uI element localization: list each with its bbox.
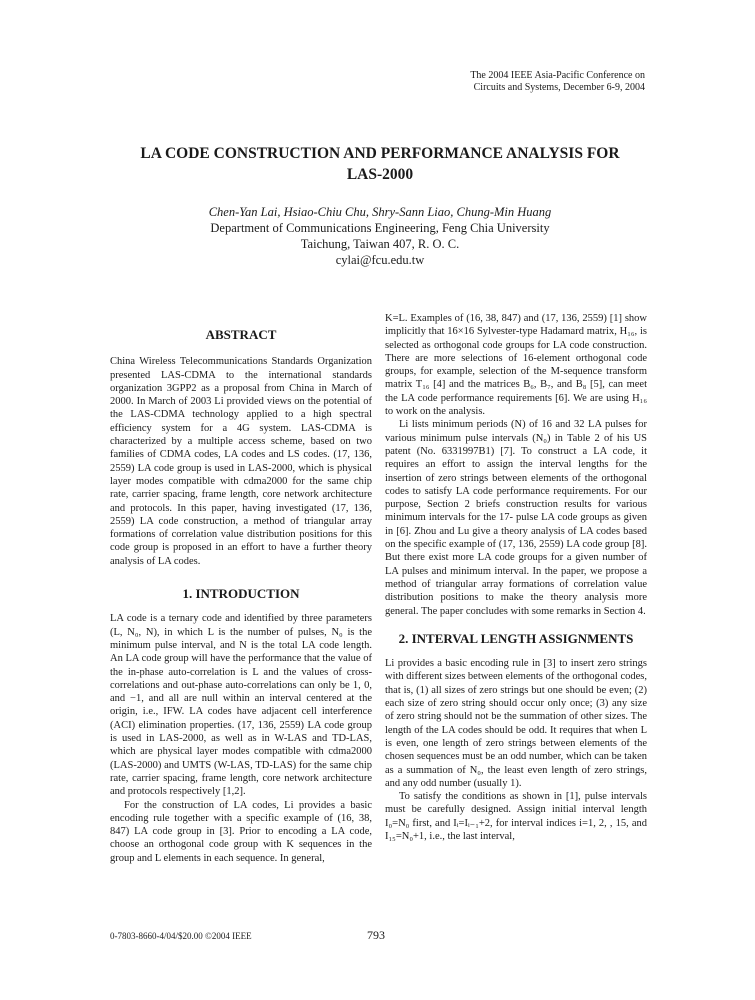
left-column bbox=[110, 312, 372, 865]
introduction-paragraph-1: LA code is a ternary code and identified by three parameters (L, N₀, N), in which L is the number of pulses, N₀ is the minimum pulse interval, and N is the total LA code length. An LA code group will have the performance that the value of the in-phase auto-correlation is L and the values of cross-correlations and out-phase auto-correlations can only be 1, 0, and −1, and all are null within an interval centered at the origin, i.e., IFW. LA codes have adjacent cell interference (ACI) elimination properties. (17, 136, 2559) LA code group is used in LAS-2000, as well as in W-LAS and TD-LAS, which are physical layer modes compatible with cdma2000 (LAS-2000) and UMTS (W-LAS, TD-LAS) for the same chip rate, carrier spacing, frame length, core network architecture and protocols respectively [1,2]. bbox=[110, 613, 372, 798]
conference-line-1: The 2004 IEEE Asia-Pacific Conference on bbox=[470, 70, 645, 81]
page-number: 793 bbox=[367, 928, 385, 942]
introduction-paragraph-3: K=L. Examples of (16, 38, 847) and (17, 136, 2559) [1] show implicitly that 16×16 Sylvester-type Hadamard matrix, H₁₆, is selected as orthogonal code groups for LA code construction. There are more selections of 16-element orthogonal code groups, for example, selection of the M-sequence transform matrix T₁₆ [4] and the matrices B₆, B₇, and B₈ [5], can meet the LA code performance requirements [6]. We are using H₁₆ to work on the analysis. bbox=[385, 313, 647, 418]
interval-paragraph-2: To satisfy the conditions as shown in [1], pulse intervals must be carefully designed. Assign initial interval length I₀=N₀ first, and Iᵢ=Iᵢ₋₁+2, for interval indices i=1, 2, , 15, and I₁₅=N₀+1, i.e., the last interval, bbox=[385, 791, 647, 842]
right-column bbox=[385, 312, 647, 843]
introduction-heading: 1. INTRODUCTION bbox=[182, 586, 300, 602]
author-department: Department of Communications Engineering, Feng Chia University bbox=[210, 221, 550, 235]
author-names: Chen-Yan Lai, Hsiao-Chiu Chu, Shry-Sann Liao, Chung-Min Huang bbox=[208, 205, 552, 219]
introduction-paragraph-2: For the construction of LA codes, Li provides a basic encoding rule together with a specific example of (16, 38, 847) LA code group in [3]. Prior to encoding a LA code, choose an orthogonal code group with K sequences in the group and L elements in each sequence. In general, bbox=[110, 799, 372, 864]
title-line-2: LAS-2000 bbox=[346, 166, 414, 183]
abstract-heading: ABSTRACT bbox=[205, 327, 277, 342]
introduction-paragraph-4: Li lists minimum periods (N) of 16 and 32 LA pulses for various minimum pulse intervals (N₀) in Table 2 of his US patent (No. 6331997B1) [7]. To construct a LA code, it requires an effort to assign the interval lengths for the insertion of zero strings between elements of the orthogonal codes to satisfy LA code performance requirements. For our purpose, Section 2 briefs construction results for various minimum intervals for the 17- pulse LA code groups as given in [6]. Zhou and Lu give a theory analysis of LA codes based on the specific example of (17, 136, 2559) LA code group [8]. But there exist more LA code groups for a given number of LA pulses and minimum interval. In the paper, we propose a method of triangular array formations of correlation value distribution positions to make the theory analysis more general. The paper concludes with some remarks in Section 4. bbox=[385, 419, 647, 617]
title-line-1: LA CODE CONSTRUCTION AND PERFORMANCE ANALYSIS FOR bbox=[140, 145, 620, 162]
conference-header bbox=[385, 70, 645, 94]
copyright-notice: 0-7803-8660-4/04/$20.00 ©2004 IEEE bbox=[110, 931, 252, 941]
author-block bbox=[60, 204, 700, 268]
interval-heading: 2. INTERVAL LENGTH ASSIGNMENTS bbox=[398, 630, 634, 646]
conference-line-2: Circuits and Systems, December 6-9, 2004 bbox=[473, 82, 645, 93]
author-location: Taichung, Taiwan 407, R. O. C. bbox=[300, 237, 460, 251]
paper-title bbox=[60, 143, 700, 185]
interval-paragraph-1: Li provides a basic encoding rule in [3] to insert zero strings with different sizes between elements of the orthogonal codes, that is, (1) all sizes of zero strings but one should be even; (2) each size of zero string should occur only once; (3) any size of zero string should not be the summation of other sizes. The length of the LA codes should be odd. It requires that when L is even, one length of zero strings between elements of the chosen sequences must be an odd number, which can be taken as a summation of N₀, the least even length of zero strings, and any odd number (usually 1). bbox=[385, 658, 647, 789]
author-email: cylai@fcu.edu.tw bbox=[335, 253, 425, 267]
abstract-text: China Wireless Telecommunications Standards Organization presented LAS-CDMA to the international standards organization 3GPP2 as a proposal from China in March of 2000. In March of 2003 Li provided views on the potential of the LAS-CDMA technology applied to a high spectral efficiency system for a 4G system. LAS-CDMA is characterized by a multiple access scheme, based on two families of CDMA codes, LA codes and LS codes. (17, 136, 2559) LA code group is used in LAS-2000, which is physical layer modes compatible with cdma2000 for the same chip rate, carrier spacing, frame length, core network architecture and protocols. In this paper, having investigated (17, 136, 2559) LA code construction, a method of triangular array formations of correlation value distribution positions for this code group is proposed in an effort to have a further theory analysis of LA codes. bbox=[110, 356, 372, 567]
